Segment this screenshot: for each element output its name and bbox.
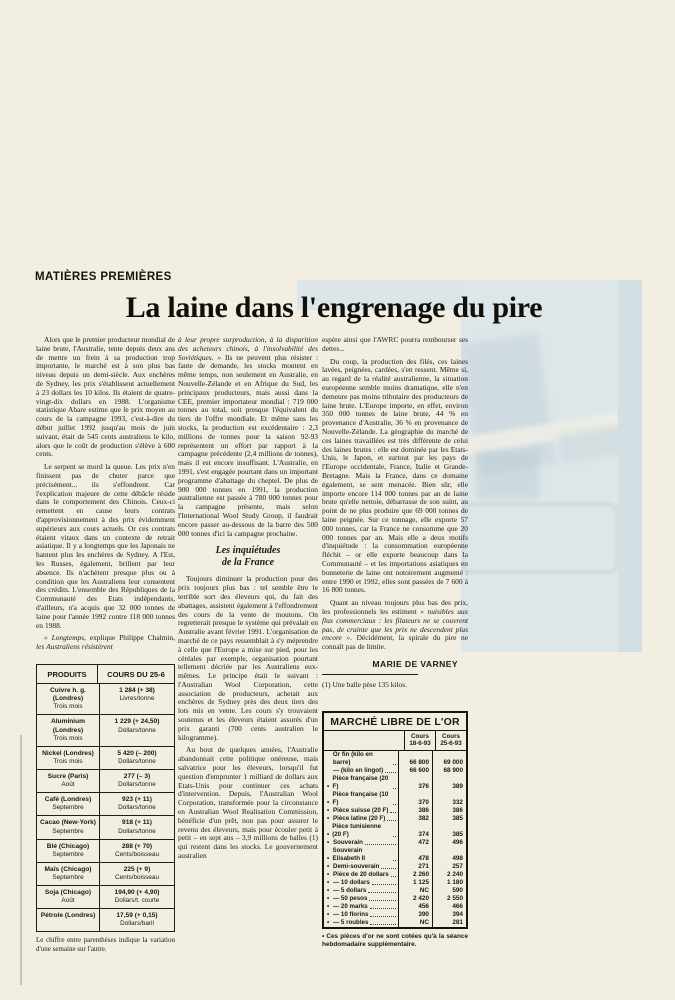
gold-price-25-6: 498 [432, 847, 466, 863]
dot-leader [370, 916, 396, 917]
text-segment: . Décidément, la spirale du pire ne connaît pas de limite. [322, 633, 469, 652]
ghost-shape [461, 502, 619, 574]
gold-label-text: — 5 roubles [333, 918, 369, 926]
product-cell [37, 840, 100, 862]
article-column-1 [36, 336, 175, 954]
column-3-text [322, 336, 468, 652]
price-value: 17,59 (+ 0,15) [116, 912, 158, 920]
product-detail: Septembre [52, 827, 84, 835]
price-value: 225 (+ 9) [123, 865, 151, 873]
gold-price-25-6: 386 [432, 807, 466, 815]
text-segment: Le serpent se mord la queue. Les prix n'en finissent pas de chuter parce que précisément... ils s'effondrent. Car l'explication majeure de cette débâcle réside dans le comportement des Chinois. Ceux-ci remettent en cause leurs contrats d'approvisionnement à des prix évidemment supérieurs aux cours actuels. Or ces contrats étaient vitaux dans un contexte de retrait asiatique. Il y a longtemps que les Japonais ne hantent plus les enchères de Sydney. A l'Est, les Russes, également, brillent par leur absence. Ils n'achètent presque plus ou à condition que les Australiens leur consentent des crédits. L'ensemble des Républiques de la Communauté des Etats indépendants, d'ailleurs, n'a acquis que 32 000 tonnes de laine pour l'année 1992 contre 118 000 tonnes en 1988. [36, 462, 175, 630]
text-segment: « Longtemps, [44, 633, 90, 643]
product-detail: Trois mois [53, 757, 83, 765]
footnote-rule [322, 674, 418, 675]
price-unit: Dollars/tonne [118, 757, 156, 765]
gold-table-row [324, 751, 466, 767]
gold-market-table [322, 711, 468, 929]
text-segment: Quant au niveau toujours plus bas des prix, les professionnels les estiment [322, 598, 468, 616]
gold-row-label [324, 863, 398, 871]
table-row [37, 746, 174, 769]
gold-price-25-6: 466 [432, 903, 466, 911]
gold-price-18-6: 390 [398, 911, 432, 919]
gold-price-25-6: 496 [432, 839, 466, 847]
table-row [37, 862, 174, 885]
gold-price-18-6: 370 [398, 791, 432, 807]
price-value: 1 229 (+ 24,50) [114, 718, 160, 726]
price-unit: Dollars/t. courte [114, 897, 160, 905]
dot-leader [393, 804, 396, 805]
gold-table-row [324, 839, 466, 847]
table-row [37, 908, 174, 931]
commodities-header-price: COURS DU 25-6 [107, 669, 165, 679]
gold-row-label [324, 903, 398, 911]
dot-leader [387, 820, 396, 821]
price-unit: Dollars/tonne [118, 827, 156, 835]
product-name: Maïs (Chicago) [44, 865, 92, 873]
price-value: 194,90 (+ 4,90) [114, 888, 160, 896]
article-column-3 [322, 336, 468, 949]
bullet-marker: • [327, 830, 330, 838]
gold-price-18-6: NC [398, 919, 432, 927]
product-name: Soja (Chicago) [44, 888, 92, 896]
bullet-marker: • [327, 806, 330, 814]
price-unit: Dollars/baril [120, 920, 154, 928]
gold-row-label [324, 871, 398, 879]
product-cell [37, 715, 100, 745]
gold-header-col2 [435, 731, 466, 750]
table-row [37, 684, 174, 714]
product-cell [37, 909, 100, 931]
product-detail: Trois mois [53, 703, 83, 711]
text-segment: à leur propre surproduction, à la disparition des acheteurs chinois, à l'insolvabilité des Soviétiques. » [178, 335, 318, 362]
dot-leader [393, 860, 396, 861]
gold-table-row [324, 903, 466, 911]
gold-price-25-6: 389 [432, 775, 466, 791]
dot-leader [393, 836, 396, 837]
ink-bleed-strip [618, 280, 642, 652]
gold-header-col1-top: Cours [411, 732, 429, 740]
product-detail: Septembre [52, 873, 84, 881]
gold-price-25-6: 2 240 [432, 871, 466, 879]
gold-header-col2-top: Cours [442, 732, 460, 740]
table-row [37, 885, 174, 908]
price-cell [100, 770, 174, 792]
dot-leader [393, 764, 396, 765]
dot-leader [370, 908, 396, 909]
gold-table-row [324, 815, 466, 823]
price-value: 923 (+ 11) [122, 796, 152, 804]
gold-label-text: Demi-souverain [333, 862, 380, 870]
dot-leader [381, 868, 396, 869]
gold-table-row [324, 823, 466, 839]
gold-table-row [324, 791, 466, 807]
paragraph [322, 358, 468, 596]
gold-row-label [324, 887, 398, 895]
price-unit: Dollars/tonne [118, 781, 156, 789]
text-segment: Ils ne peuvent plus résister : faute de demande, les stocks montent en même temps, non seulement en Australie, en Nouvelle-Zélande et en Afrique du Sud, les principaux producteurs, mais aussi dans la CEE, premier importateur mondial : 719 000 tonnes au total, soit presque l'équivalent du tiers de l'offre mondiale. Et même sans les stocks, la production est excédentaire : 2,3 millions de tonnes pour la saison 92-93 représentent un effort par rapport à la campagne précédente (2,4 millions de tonnes), mais il est encore insuffisant. L'Australie, en 1991, s'est engagée pourtant dans un important programme d'abattage du cheptel. De plus de 900 000 tonnes en 1991, la production australienne est passée à 780 000 tonnes pour la campagne présente, mais selon l'International Wool Study Group, il faudrait encore passer au-dessous de la barre des 500 000 tonnes d'ici la campagne prochaine. [178, 352, 319, 538]
bullet-marker: • [327, 886, 330, 894]
gold-table-row [324, 767, 466, 775]
subhead-line: Les inquiétudes [215, 545, 281, 557]
gold-price-25-6: 385 [432, 815, 466, 823]
gold-table-row [324, 879, 466, 887]
gold-table-row [324, 895, 466, 903]
gold-table-title: MARCHÉ LIBRE DE L'OR [324, 713, 466, 731]
gold-row-label [324, 751, 398, 767]
bullet-marker: • [327, 854, 330, 862]
gold-table-row [324, 775, 466, 791]
price-unit: Dollars/tonne [118, 804, 156, 812]
gold-header-col2-date: 25-6-93 [440, 740, 462, 748]
product-name: Cuivre h. g. (Londres) [50, 686, 86, 703]
product-cell [37, 770, 100, 792]
gold-label-text: — (kilo en lingot) [333, 766, 384, 774]
gold-price-18-6: 382 [398, 815, 432, 823]
gold-table-row [324, 807, 466, 815]
text-segment: Du coup, la production des filés, ces laines lavées, peignées, cardées, s'en ressent. Même si, au regard de la réalité australienne, la situation européenne semble moins dramatique, elle n'en demeure pas moins tributaire des producteurs de laine brute. L'Europe importe, en effet, environ 350 000 tonnes de laine brute, 44 % en provenance d'Australie, 36 % en provenance de Nouvelle-Zélande. La géographie du marché de ces laines travaillées est très différente de celui des laines brutes : elle est dominée par les Etats-Unis, le Japon, et surtout par les pays de l'Europe occidentale, France, Italie et Grande-Bretagne. Mais la France, dans ce domaine également, se sent menacée. Bien sûr, elle importe encore 114 000 tonnes par an de laine brute qu'elle nettoie, débarrasse de son suint, au point de ne plus produire que 69 000 tonnes de laine peignée. Sur ce tonnage, elle exporte 57 000 tonnes, car la France ne consomme que 20 000 tonnes par an. Mais elle a deux motifs d'inquiétude : la consommation européenne fléchit – or elle exporte beaucoup dans la Communauté – et les importations asiatiques en bonneterie de laine ont notoirement augmenté : entre 1990 et 1992, elles sont passées de 7 600 à 16 800 tonnes. [322, 356, 468, 595]
gold-row-label [324, 807, 398, 815]
price-value: 277 (– 3) [123, 772, 151, 780]
gold-header-empty [324, 731, 404, 750]
bullet-marker: • [327, 798, 330, 806]
bullet-marker: • [327, 878, 330, 886]
price-value: 918 (+ 11) [122, 819, 152, 827]
gold-label-text: — 50 pesos [333, 894, 368, 902]
ghost-shape [477, 452, 539, 498]
dot-leader [370, 924, 396, 925]
gold-price-18-6: 66 800 [398, 751, 432, 767]
gold-table-rows [324, 751, 466, 927]
product-name: Cacao (New-York) [40, 819, 96, 827]
gold-price-25-6: 1 180 [432, 879, 466, 887]
gold-row-label [324, 823, 398, 839]
bullet-marker: • [327, 838, 330, 846]
gold-price-18-6: 386 [398, 807, 432, 815]
product-detail: Août [61, 781, 75, 789]
paragraph [322, 336, 468, 354]
gold-price-25-6: 68 900 [432, 767, 466, 775]
gold-price-18-6: 2 260 [398, 871, 432, 879]
article-column-2 [178, 336, 318, 865]
product-cell [37, 684, 100, 714]
gold-price-18-6: 271 [398, 863, 432, 871]
price-unit: Cents/boisseau [114, 850, 160, 858]
text-segment: Au bout de quelques années, l'Australie abandonnait cette politique onéreuse, mais salvatrice pour les éleveurs, lorsqu'il fut question d'emprunter 1 milliard de dollars aux Etats-Unis pour continuer ces achats d'intervention. Depuis, l'Australian Wool Corporation, transformée pour la circonstance en Australian Wool Realisation Commission, bénéficie d'un prêt, non pas pour assurer le revenu des éleveurs, mais pour écouler petit à petit – en sept ans – 3,9 millions de balles (1) qui restent dans les stocks. Le gouvernement australien [178, 745, 318, 861]
bullet-marker: • [327, 902, 330, 910]
bullet-marker: • [327, 910, 330, 918]
product-name: Nickel (Londres) [42, 749, 94, 757]
dot-leader [385, 772, 396, 773]
bullet-marker: • [327, 870, 330, 878]
gold-label-text: Souverain Elisabeth II [332, 846, 366, 862]
column-2-text [178, 336, 318, 861]
gold-price-18-6: 478 [398, 847, 432, 863]
gold-row-label [324, 791, 398, 807]
gold-price-18-6: 66 600 [398, 767, 432, 775]
gold-table-row [324, 911, 466, 919]
gold-label-text: Pièce française (20 F) [332, 774, 389, 790]
section-kicker: MATIÈRES PREMIÈRES [35, 271, 172, 283]
product-cell [37, 793, 100, 815]
gold-price-25-6: 257 [432, 863, 466, 871]
gold-row-label [324, 879, 398, 887]
gold-row-label [324, 815, 398, 823]
text-segment: « nuisibles aux flux commerciaux : les filateurs ne se couvrent pas, de crainte que les prix ne descendent plus encore » [322, 606, 468, 643]
gold-price-18-6: 472 [398, 839, 432, 847]
product-name: Blé (Chicago) [46, 842, 90, 850]
text-segment: explique Philippe Chalmin, [89, 633, 175, 643]
product-cell [37, 747, 100, 769]
product-detail: Septembre [52, 804, 84, 812]
article-footnote: (1) Une balle pèse 135 kilos. [322, 679, 407, 689]
paragraph [36, 634, 175, 652]
dot-leader [393, 788, 396, 789]
gold-label-text: — 5 dollars [333, 886, 367, 894]
table-row [37, 839, 174, 862]
gold-price-25-6: 281 [432, 919, 466, 927]
gold-row-label [324, 775, 398, 791]
product-cell [37, 886, 100, 908]
price-value: 5 420 (– 200) [117, 749, 157, 757]
text-segment: espère ainsi que l'AWRC pourra rembourser ses dettes... [322, 335, 468, 353]
price-cell [100, 840, 174, 862]
dot-leader [368, 892, 396, 893]
gold-price-18-6: 456 [398, 903, 432, 911]
gold-table-row [324, 847, 466, 863]
commodities-table [36, 664, 175, 932]
text-segment: Toujours diminuer la production pour des prix toujours plus bas : tel semble être le terrible sort des éleveurs qui, du fait des abattages, assistent également à l'effondrement des cours de la vente de moutons. On regretterait presque le système qui prévalait en Australie avant février 1991. L'organisation de marché de ce pays ressemblait à s'y méprendre à celle que l'Europe a mise sur pied, pour les céréales par exemple, organisation pourtant tellement décriée par les Australiens eux-mêmes. Le principe était le suivant : l'Australian Wool Corporation, cette association de producteurs, achetait aux enchères de Sydney près des deux tiers des lots mis en vente. Les cours s'y trouvaient soutenus et les éleveurs étaient assurés d'un prix garanti (700 cents australien le kilogramme). [178, 574, 318, 742]
gold-row-label [324, 847, 398, 863]
paragraph [36, 463, 175, 630]
gold-label-text: Pièce de 20 dollars [333, 870, 389, 878]
commodities-table-note: Le chiffre entre parenthèses indique la variation d'une semaine sur l'autre. [36, 936, 175, 953]
gold-price-18-6: 2 420 [398, 895, 432, 903]
gold-row-label [324, 919, 398, 927]
byline: MARIE DE VARNEY [372, 658, 458, 669]
product-detail: Septembre [52, 850, 84, 858]
table-row [37, 815, 174, 838]
text-segment: les Australiens résistèrent [36, 642, 113, 652]
gold-label-text: — 10 florins [333, 910, 369, 918]
gold-price-25-6: 2 550 [432, 895, 466, 903]
commodities-table-header [37, 665, 174, 684]
product-name: Pétrole (Londres) [40, 912, 96, 920]
product-cell [37, 816, 100, 838]
gold-price-18-6: 1 125 [398, 879, 432, 887]
product-detail: Août [61, 897, 75, 905]
gold-header-col1 [404, 731, 435, 750]
gold-label-text: Pièce française (10 F) [332, 790, 389, 806]
product-detail: Trois mois [53, 734, 83, 742]
product-name: Café (Londres) [44, 796, 92, 804]
gold-label-text: — 20 marks [333, 902, 368, 910]
dot-leader [372, 884, 396, 885]
dot-leader [390, 812, 396, 813]
table-row [37, 714, 174, 745]
gold-row-label [324, 839, 398, 847]
gold-table-header [324, 731, 466, 751]
gold-header-col1-date: 18-6-93 [409, 740, 431, 748]
price-value: 1 284 (+ 38) [119, 686, 155, 694]
price-value: 288 (+ 70) [121, 842, 153, 850]
paragraph [178, 575, 318, 742]
dot-leader [365, 844, 396, 845]
gold-price-25-6: 590 [432, 887, 466, 895]
paragraph [178, 746, 318, 860]
price-cell [100, 793, 174, 815]
gold-price-25-6: 394 [432, 911, 466, 919]
price-cell [100, 816, 174, 838]
price-cell [100, 747, 174, 769]
gold-label-text: Pièce suisse (20 F) [333, 806, 389, 814]
price-cell [100, 684, 174, 714]
article-headline: La laine dans l'engrenage du pire [125, 291, 543, 324]
price-unit: Dollars/tonne [118, 726, 156, 734]
price-unit: Cents/boisseau [114, 873, 160, 881]
commodities-table-rows [37, 684, 174, 931]
gold-price-18-6: 376 [398, 775, 432, 791]
ink-bleed-photo [461, 280, 642, 652]
price-cell [100, 886, 174, 908]
gold-table-row [324, 863, 466, 871]
price-cell [100, 715, 174, 745]
bullet-marker: • [327, 894, 330, 902]
gold-table-row [324, 887, 466, 895]
paragraph [36, 336, 175, 459]
subhead-line: de la France [221, 557, 275, 569]
price-cell [100, 863, 174, 885]
gold-price-18-6: NC [398, 887, 432, 895]
page-crease [20, 735, 22, 985]
table-row [37, 792, 174, 815]
gold-price-25-6: 69 000 [432, 751, 466, 767]
gold-label-text: Or fin (kilo en barre) [332, 750, 373, 766]
text-segment: Alors que le premier producteur mondial de laine brute, l'Australie, tente depuis deux ans de mettre un frein à sa production trop importante, le marché est à son plus bas niveau depuis un demi-siècle. Aux enchères de Sydney, les prix s'établissent actuellement à 23 dollars les 10 kilos. Ils étaient de quatre-vingt-dix dollars en 1988. L'organisme statistique Abare estime que le prix moyen au cours de la campagne 1993, c'est-à-dire du début juillet 1992 jusqu'au mois de juin suivant, était de 545 cents australiens le kilo, alors que le coût de production s'élève à 600 cents. [36, 335, 175, 459]
gold-price-25-6: 385 [432, 823, 466, 839]
gold-price-18-6: 374 [398, 823, 432, 839]
bullet-marker: • [327, 782, 330, 790]
gold-label-text: Souverain [333, 838, 363, 846]
dot-leader [369, 900, 396, 901]
gold-table-row [324, 919, 466, 927]
gold-row-label [324, 767, 398, 775]
table-row [37, 769, 174, 792]
bullet-marker: • [327, 918, 330, 926]
gold-table-note: • Ces pièces d'or ne sont cotées qu'à la séance hebdomadaire supplémentaire. [322, 932, 468, 948]
gold-table-row [324, 871, 466, 879]
product-name: Sucre (Paris) [47, 772, 89, 780]
commodities-header-products: PRODUITS [37, 665, 98, 683]
gold-label-text: Pièce latine (20 F) [333, 814, 386, 822]
price-unit: Livres/tonne [119, 695, 155, 703]
paragraph [322, 599, 468, 652]
column-1-text [36, 336, 175, 652]
gold-label-text: — 10 dollars [333, 878, 370, 886]
price-cell [100, 909, 174, 931]
product-cell [37, 863, 100, 885]
bullet-marker: • [327, 862, 330, 870]
gold-row-label [324, 895, 398, 903]
gold-row-label [324, 911, 398, 919]
paragraph [178, 336, 318, 538]
gold-price-25-6: 332 [432, 791, 466, 807]
bullet-marker: • [327, 814, 330, 822]
dot-leader [391, 876, 396, 877]
product-name: Aluminium (Londres) [50, 718, 86, 734]
column-subhead [178, 545, 318, 569]
gold-label-text: Pièce tunisienne (20 F) [332, 822, 382, 838]
